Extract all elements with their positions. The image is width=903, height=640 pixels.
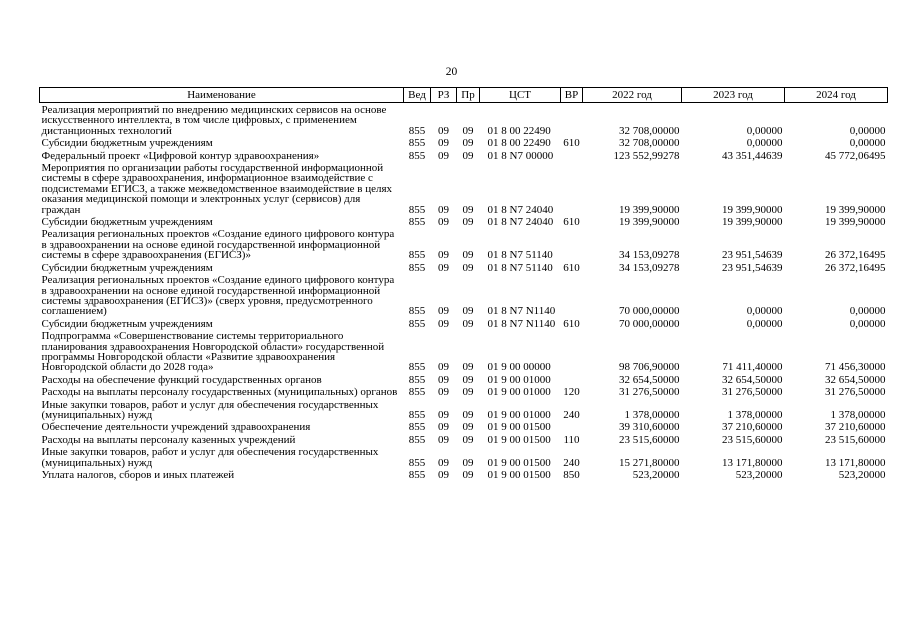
header-ved: Вед: [404, 88, 431, 103]
header-rz: РЗ: [431, 88, 457, 103]
row-2024: 0,00000: [849, 317, 886, 330]
row-name: Мероприятия по организации работы государственной информационной системы в сфере здравоохранения, информационное взаимодействие с подсистемами ЕГИСЗ, а также межведомственное взаимодействие в целях оказания медицинской помощи и электронных услуг (сервисов) для граждан: [41, 162, 393, 216]
row-pr: 09: [462, 408, 474, 421]
row-2024: 0,00000: [849, 124, 886, 137]
row-2024: 13 171,80000: [825, 456, 886, 469]
row-2022: 19 399,90000: [619, 216, 680, 229]
row-name: Уплата налогов, сборов и иных платежей: [41, 469, 235, 481]
row-name: Реализация мероприятий по внедрению медицинских сервисов на основе искусственного интеллекта, в том числе цифровых, с применением дистанционных технологий: [41, 104, 387, 137]
row-name: Реализация региональных проектов «Создание единого цифрового контура в здравоохранении на основе единой государственной информационной системы здравоохранения (ЕГИСЗ)» (сверх уровня, предусмотренного соглашением): [41, 274, 395, 318]
row-vr: 610: [563, 261, 580, 274]
row-cst: 01 8 N7 N1140: [487, 305, 556, 318]
row-rz: 09: [438, 421, 449, 434]
row-pr: 09: [462, 469, 474, 481]
table-row: [40, 398, 888, 421]
row-vr: 240: [563, 408, 580, 421]
row-2022: 32 708,00000: [619, 124, 680, 137]
row-ved: 855: [408, 124, 426, 137]
row-pr: 09: [462, 373, 474, 386]
row-ved: 855: [408, 469, 426, 481]
row-vr: [561, 420, 583, 432]
row-2023: 23 951,54639: [722, 249, 783, 262]
row-vr: [561, 273, 583, 317]
table-row: [40, 227, 888, 260]
row-2022: 123 552,99278: [613, 149, 680, 162]
header-cst: ЦСТ: [480, 88, 561, 103]
row-rz: 09: [438, 261, 449, 274]
row-pr: 09: [462, 216, 474, 229]
row-cst: 01 8 N7 24040: [487, 203, 554, 216]
row-name: Иные закупки товаров, работ и услуг для обеспечения государственных (муниципальных) нужд: [41, 446, 379, 469]
row-2023: 523,20000: [735, 469, 783, 481]
table-row: [40, 149, 888, 161]
row-name: Субсидии бюджетным учреждениям: [41, 137, 213, 150]
row-pr: 09: [462, 124, 474, 137]
row-rz: 09: [438, 469, 449, 481]
row-ved: 855: [408, 317, 426, 330]
row-name: Субсидии бюджетным учреждениям: [41, 317, 213, 330]
row-2022: 523,20000: [632, 469, 680, 481]
row-rz: 09: [438, 456, 449, 469]
row-2022: 15 271,80000: [619, 456, 680, 469]
row-vr: 110: [563, 433, 580, 446]
row-rz: 09: [438, 408, 449, 421]
header-name: Наименование: [40, 88, 404, 103]
row-2023: 13 171,80000: [722, 456, 783, 469]
row-name: Расходы на выплаты персоналу казенных учреждений: [41, 433, 296, 446]
row-2023: 0,00000: [746, 317, 783, 330]
row-pr: 09: [462, 361, 474, 374]
row-pr: 09: [462, 261, 474, 274]
row-rz: 09: [438, 361, 449, 374]
table-row: [40, 161, 888, 215]
row-ved: 855: [408, 137, 426, 150]
row-vr: 610: [563, 317, 580, 330]
row-2023: 32 654,50000: [722, 373, 783, 386]
row-vr: 610: [563, 216, 580, 229]
row-cst: 01 8 N7 N1140: [487, 317, 556, 330]
table-row: [40, 385, 888, 397]
row-vr: [561, 329, 583, 373]
row-2024: 31 276,50000: [825, 386, 886, 399]
row-2022: 23 515,60000: [619, 433, 680, 446]
row-pr: 09: [462, 249, 474, 262]
row-vr: [561, 373, 583, 385]
page-number: 20: [445, 66, 458, 78]
row-rz: 09: [438, 203, 449, 216]
row-pr: 09: [462, 317, 474, 330]
row-cst: 01 9 00 01000: [487, 386, 551, 399]
row-2022: 98 706,90000: [619, 361, 680, 374]
row-ved: 855: [408, 433, 426, 446]
table-row: [40, 103, 888, 137]
row-ved: 855: [408, 421, 426, 434]
row-cst: 01 9 00 01500: [487, 456, 551, 469]
row-2024: 26 372,16495: [825, 261, 886, 274]
row-2024: 37 210,60000: [825, 421, 886, 434]
row-cst: 01 9 00 01500: [487, 469, 551, 481]
row-rz: 09: [438, 317, 449, 330]
row-2023: 37 210,60000: [722, 421, 783, 434]
row-rz: 09: [438, 137, 449, 150]
row-2023: 23 951,54639: [722, 261, 783, 274]
row-cst: 01 9 00 01500: [487, 421, 551, 434]
header-pr: Пр: [457, 88, 480, 103]
row-ved: 855: [408, 408, 426, 421]
table-row: [40, 433, 888, 445]
row-cst: 01 8 N7 51140: [487, 249, 553, 262]
row-name: Реализация региональных проектов «Создание единого цифрового контура в здравоохранении на основе единой государственной информационной системы в сфере здравоохранения (ЕГИСЗ)»: [41, 228, 395, 262]
row-cst: 01 9 00 01000: [487, 408, 551, 421]
row-2022: 19 399,90000: [619, 203, 680, 216]
row-vr: [561, 161, 583, 215]
row-name: Иные закупки товаров, работ и услуг для обеспечения государственных (муниципальных) нужд: [41, 398, 379, 421]
row-2024: 523,20000: [838, 469, 886, 481]
row-2024: 1 378,00000: [830, 408, 886, 421]
row-name: Расходы на обеспечение функций государственных органов: [41, 373, 322, 386]
row-name: Субсидии бюджетным учреждениям: [41, 216, 213, 229]
row-rz: 09: [438, 305, 449, 318]
row-pr: 09: [462, 137, 474, 150]
row-2024: 0,00000: [849, 305, 886, 318]
row-pr: 09: [462, 149, 474, 162]
row-2023: 19 399,90000: [722, 216, 783, 229]
row-ved: 855: [408, 361, 426, 374]
row-2022: 34 153,09278: [619, 261, 680, 274]
row-rz: 09: [438, 149, 449, 162]
row-name: Расходы на выплаты персоналу государственных (муниципальных) органов: [41, 386, 398, 399]
row-pr: 09: [462, 305, 474, 318]
row-pr: 09: [462, 421, 474, 434]
row-2022: 32 654,50000: [619, 373, 680, 386]
row-cst: 01 8 N7 51140: [487, 261, 553, 274]
row-2023: 31 276,50000: [722, 386, 783, 399]
row-vr: 120: [563, 386, 580, 399]
table-row: [40, 136, 888, 148]
row-rz: 09: [438, 216, 449, 229]
table-row: [40, 445, 888, 468]
row-2023: 0,00000: [746, 124, 783, 137]
row-name: Обеспечение деятельности учреждений здравоохранения: [41, 421, 311, 434]
row-2022: 70 000,00000: [619, 305, 680, 318]
row-2024: 0,00000: [849, 137, 886, 150]
row-pr: 09: [462, 203, 474, 216]
header-vr: ВР: [561, 88, 583, 103]
header-2022: 2022 год: [583, 88, 682, 103]
row-2022: 31 276,50000: [619, 386, 680, 399]
header-2024: 2024 год: [785, 88, 888, 103]
row-2023: 43 351,44639: [722, 149, 783, 162]
table-row: [40, 373, 888, 385]
row-2024: 71 456,30000: [825, 361, 886, 374]
row-vr: [561, 103, 583, 137]
row-cst: 01 9 00 01500: [487, 433, 551, 446]
row-2023: 71 411,40000: [722, 361, 783, 374]
row-rz: 09: [438, 386, 449, 399]
row-pr: 09: [462, 386, 474, 399]
row-2024: 19 399,90000: [825, 216, 886, 229]
row-2022: 70 000,00000: [619, 317, 680, 330]
row-cst: 01 8 00 22490: [487, 137, 551, 150]
row-rz: 09: [438, 373, 449, 386]
row-vr: 240: [563, 456, 580, 469]
row-2022: 34 153,09278: [619, 249, 680, 262]
row-cst: 01 8 00 22490: [487, 124, 551, 137]
table-row: [40, 317, 888, 329]
row-cst: 01 9 00 01000: [487, 373, 551, 386]
row-ved: 855: [408, 216, 426, 229]
row-2023: 23 515,60000: [722, 433, 783, 446]
table-row: [40, 468, 888, 480]
row-2023: 0,00000: [746, 137, 783, 150]
row-ved: 855: [408, 149, 426, 162]
row-ved: 855: [408, 203, 426, 216]
row-cst: 01 8 N7 00000: [487, 149, 554, 162]
row-vr: 850: [563, 469, 580, 481]
row-2022: 1 378,00000: [624, 408, 680, 421]
table-row: [40, 215, 888, 227]
row-2023: 0,00000: [746, 305, 783, 318]
budget-table: [39, 87, 888, 480]
table-row: [40, 329, 888, 373]
header-2023: 2023 год: [682, 88, 785, 103]
table-row: [40, 420, 888, 432]
row-2024: 26 372,16495: [825, 249, 886, 262]
row-cst: 01 8 N7 24040: [487, 216, 554, 229]
row-2024: 19 399,90000: [825, 203, 886, 216]
table-row: [40, 273, 888, 317]
row-rz: 09: [438, 124, 449, 137]
row-ved: 855: [408, 373, 426, 386]
row-ved: 855: [408, 249, 426, 262]
row-2024: 32 654,50000: [825, 373, 886, 386]
row-2024: 23 515,60000: [825, 433, 886, 446]
row-rz: 09: [438, 249, 449, 262]
row-vr: [561, 149, 583, 161]
row-name: Федеральный проект «Цифровой контур здравоохранения»: [41, 149, 320, 162]
row-vr: 610: [563, 137, 580, 150]
table-header-row: [40, 88, 888, 103]
row-rz: 09: [438, 433, 449, 446]
row-name: Субсидии бюджетным учреждениям: [41, 261, 213, 274]
row-2022: 39 310,60000: [619, 421, 680, 434]
row-name: Подпрограмма «Совершенствование системы территориального планирования здравоохранения Новгородской области» государственной программы Новгородской области «Развитие здравоохранения Новгородской области до 2028 года»: [41, 330, 385, 374]
row-ved: 855: [408, 305, 426, 318]
table-row: [40, 261, 888, 273]
row-cst: 01 9 00 00000: [487, 361, 551, 374]
row-ved: 855: [408, 386, 426, 399]
row-2023: 19 399,90000: [722, 203, 783, 216]
row-2024: 45 772,06495: [825, 149, 886, 162]
row-2023: 1 378,00000: [727, 408, 783, 421]
row-ved: 855: [408, 261, 426, 274]
row-ved: 855: [408, 456, 426, 469]
row-pr: 09: [462, 433, 474, 446]
table-body: [40, 103, 888, 481]
row-pr: 09: [462, 456, 474, 469]
row-vr: [561, 227, 583, 260]
row-2022: 32 708,00000: [619, 137, 680, 150]
